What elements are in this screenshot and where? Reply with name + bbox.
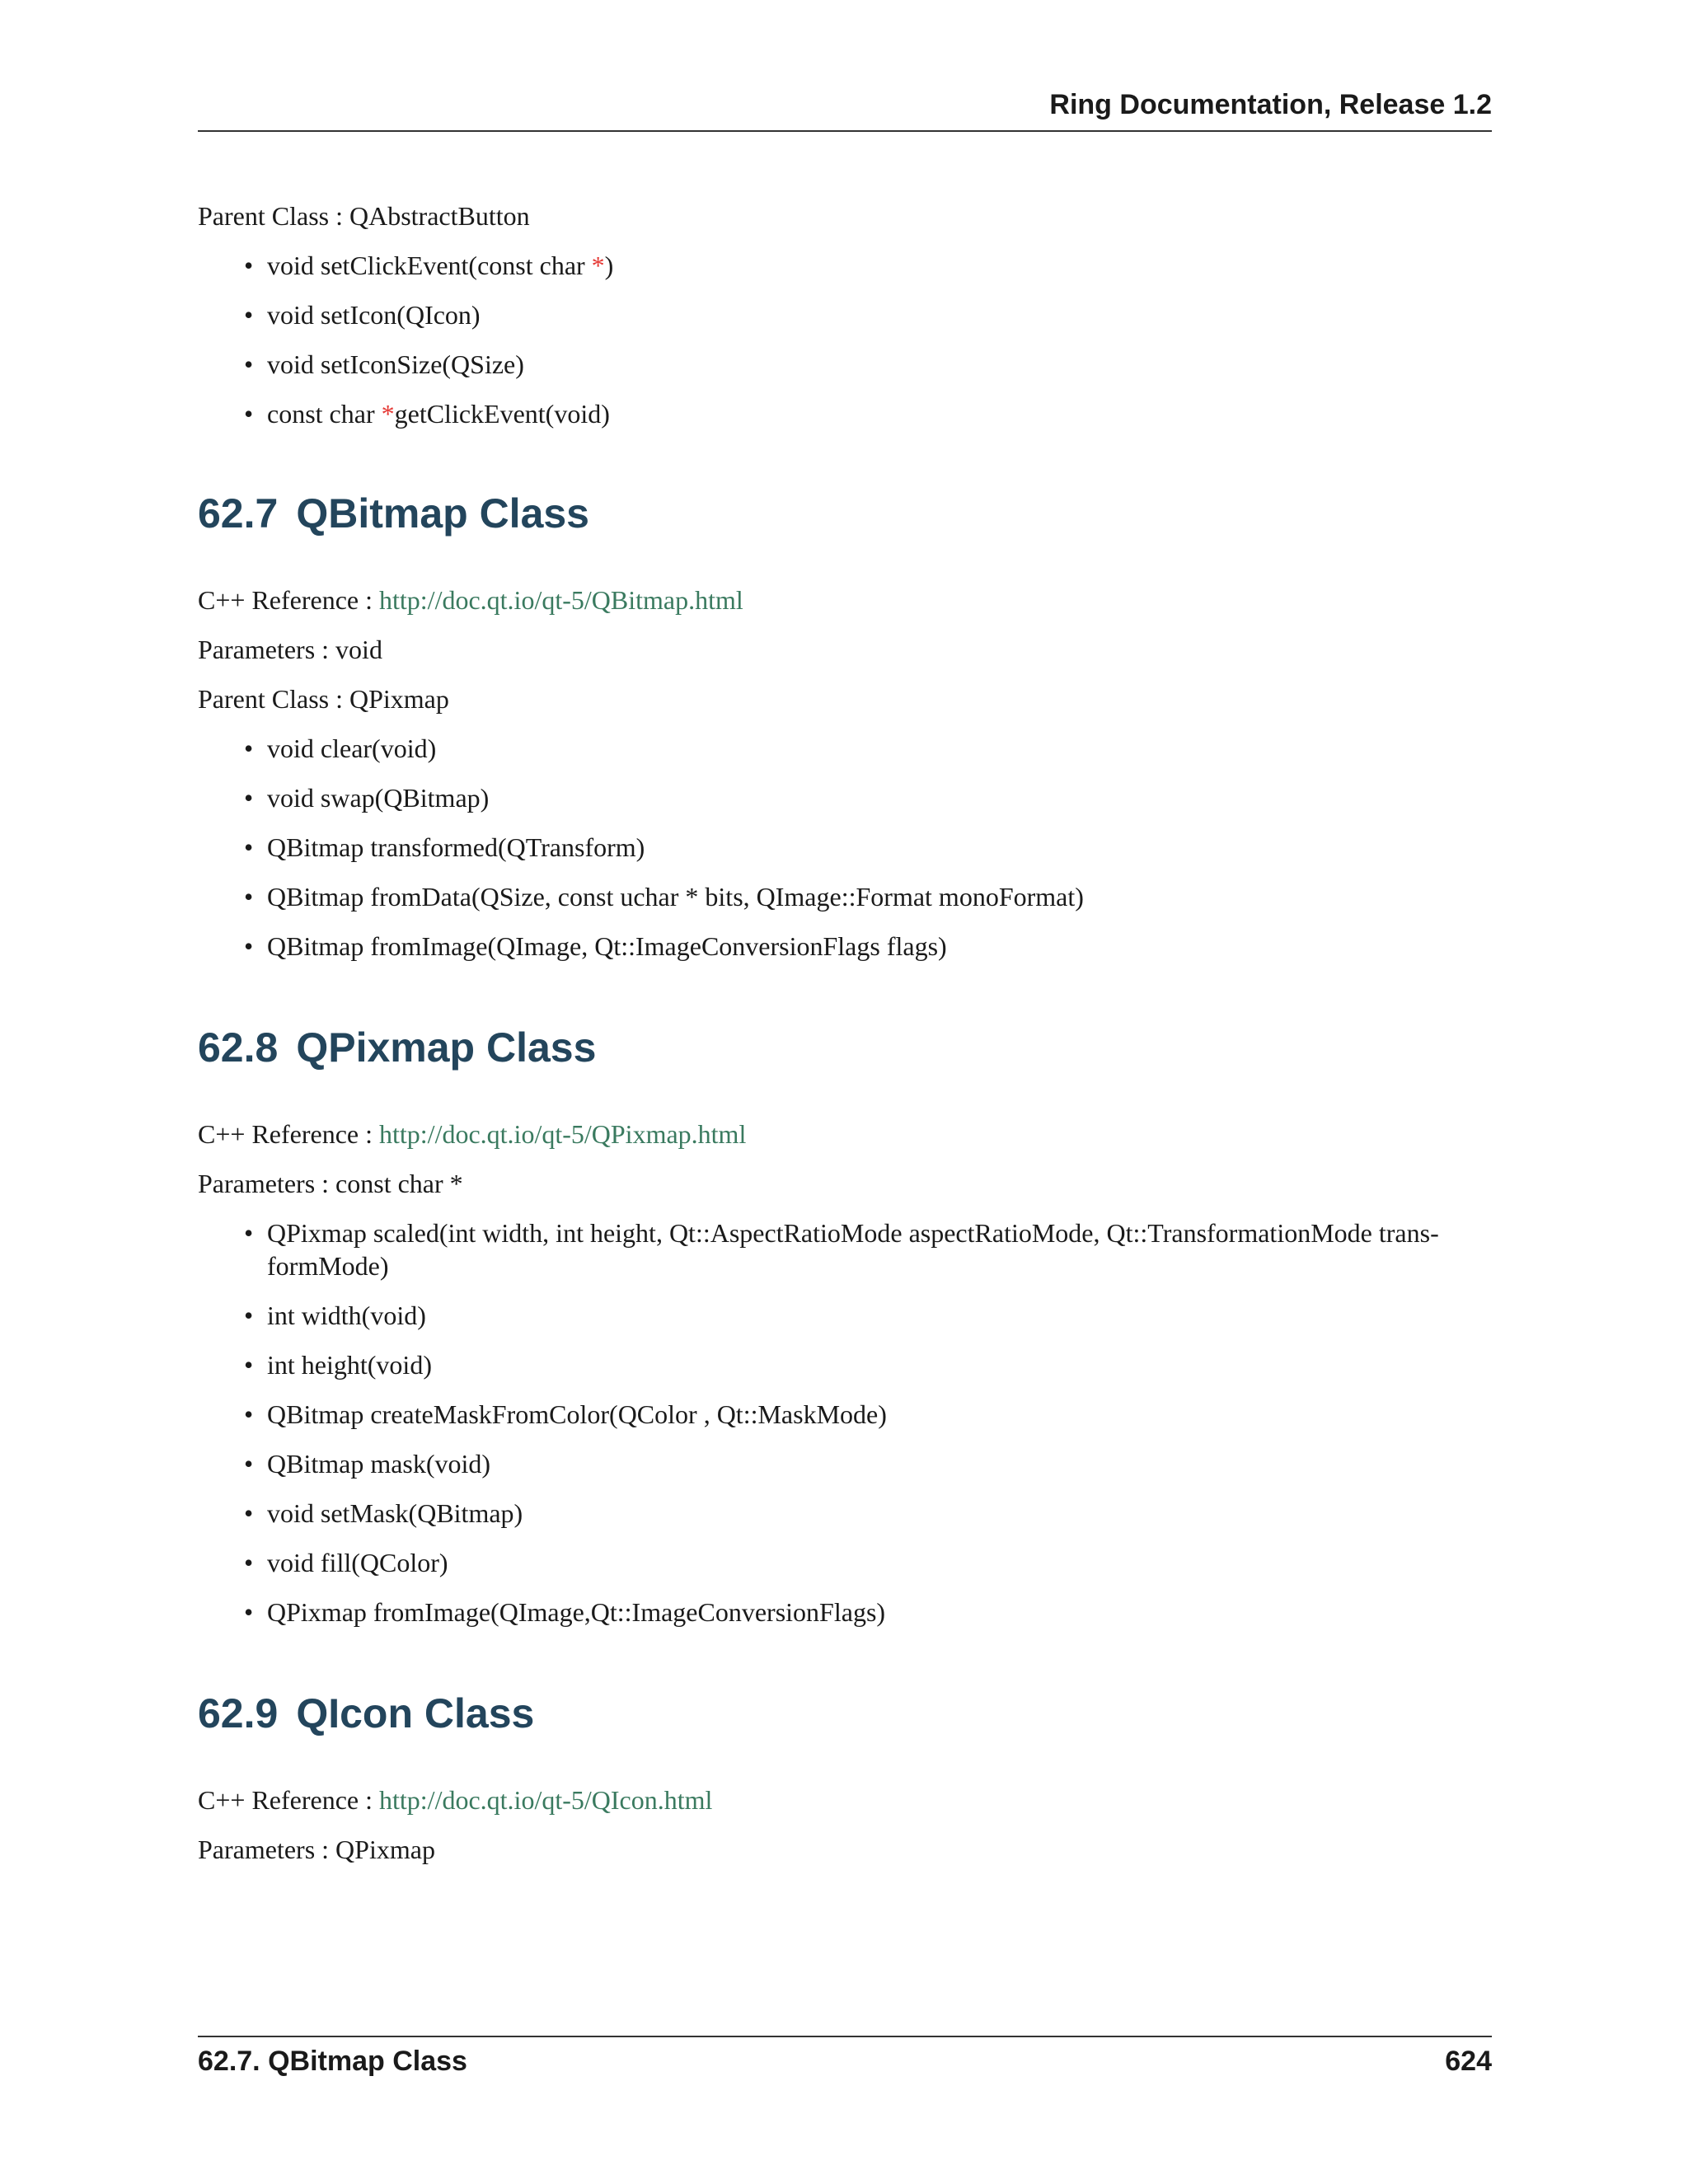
section-heading-qicon: 62.9 QIcon Class: [198, 1690, 535, 1736]
cpp-reference: C++ Reference : http://doc.qt.io/qt-5/QIcon.html: [198, 1785, 713, 1815]
reference-link[interactable]: http://doc.qt.io/qt-5/QBitmap.html: [379, 585, 743, 615]
reference-link[interactable]: http://doc.qt.io/qt-5/QPixmap.html: [379, 1119, 747, 1149]
cpp-reference: C++ Reference : http://doc.qt.io/qt-5/QBitmap.html: [198, 585, 743, 615]
running-header: Ring Documentation, Release 1.2: [1049, 89, 1492, 120]
parameters: Parameters : void: [198, 635, 382, 664]
footer-section-title: 62.7. QBitmap Class: [198, 2046, 467, 2077]
cpp-reference: C++ Reference : http://doc.qt.io/qt-5/QPixmap.html: [198, 1119, 747, 1149]
parent-class: Parent Class : QPixmap: [198, 684, 449, 714]
document-page: Ring Documentation, Release 1.2 Parent Class : QAbstractButton • void setClickEvent(const char *) • void setIcon(QIcon) • void setIconSize(QSize) • const char *getClickEvent(void) 62.7 QBitmap Class C++ Reference : http://doc.qt.io/qt-5/QBitmap.html Parameters : void Parent Class : QPixmap • void clear(void) • void swap(QBitmap) • QBitmap transformed(QTransform) • QBitmap fromData(QSize, const uchar * bits, QImage::Format monoFormat) • QBitmap fromImage(QImage, Qt::ImageConversionFlags flags) 62.8 QPixmap Class C++ Reference : http://doc.qt.io/qt-5/QPixmap.html Parameters : const char * • QPixmap scaled(int width, int height, Qt::AspectRatioMode aspectRatioMode, Qt::TransformationMode trans- formMode) • int width(void) • int height(void) • QBitmap createMaskFromColor(QColor , Qt::MaskMode) • QBitmap mask(void) • void setMask(QBitmap) • void fill(QColor) • QPixmap fromImage(QImage,Qt::ImageConversionFlags) 62.9 QIcon Class C++ Reference : http://doc.qt.io/qt-5/QIcon.html Parameters : QPixmap 62.7. QBitmap Class 624: [198, 89, 1492, 2077]
reference-link[interactable]: http://doc.qt.io/qt-5/QIcon.html: [379, 1785, 713, 1815]
asterisk-mark: *: [381, 399, 395, 429]
section-heading-qbitmap: 62.7 QBitmap Class: [198, 490, 589, 537]
page-number: 624: [1445, 2046, 1492, 2077]
asterisk-mark: *: [591, 251, 605, 280]
footer-rule: [198, 2036, 1492, 2037]
parameters: Parameters : QPixmap: [198, 1835, 435, 1864]
header-rule: [198, 130, 1492, 132]
intro-parent-class: Parent Class : QAbstractButton: [198, 201, 530, 231]
section-heading-qpixmap: 62.8 QPixmap Class: [198, 1024, 597, 1071]
parameters: Parameters : const char *: [198, 1169, 463, 1198]
